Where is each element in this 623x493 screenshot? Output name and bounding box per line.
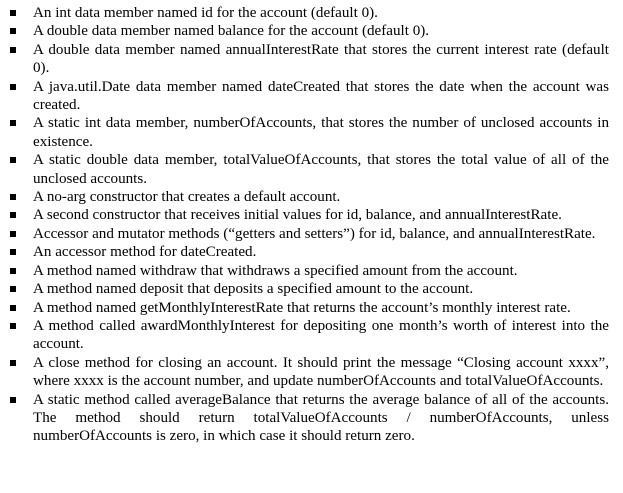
list-item [0, 225, 623, 243]
list-item [0, 188, 623, 206]
bullet-icon [10, 157, 16, 163]
list-item-text: A static int data member, numberOfAccounts, that stores the number of unclosed accounts in existence. [33, 115, 609, 150]
list-item-text: A static method called averageBalance that returns the average balance of all of the accounts. The method should return totalValueOfAccounts / numberOfAccounts, unless numberOfAccounts is zero, in which case it should return zero. [33, 391, 609, 445]
list-item [0, 299, 623, 317]
list-item [0, 22, 623, 40]
list-item-text: A no-arg constructor that creates a default account. [33, 189, 341, 206]
list-item-text: A method named withdraw that withdraws a specified amount from the account. [33, 262, 518, 279]
list-item-text: An int data member named id for the account (default 0). [33, 5, 378, 21]
bullet-icon [10, 231, 16, 237]
list-item-text: A static double data member, totalValueOfAccounts, that stores the total value of all of the unclosed accounts. [33, 152, 609, 187]
list-item-text: A second constructor that receives initial values for id, balance, and annualInterestRate. [33, 207, 562, 224]
list-item-text: A method called awardMonthlyInterest for depositing one month’s worth of interest into the account. [33, 317, 609, 353]
list-item-text: A double data member named annualInterestRate that stores the current interest rate (default 0). [33, 41, 609, 77]
bullet-icon [10, 212, 16, 218]
bullet-icon [10, 268, 16, 274]
document-page [0, 4, 623, 446]
list-item [0, 114, 623, 151]
bullet-icon [10, 397, 16, 403]
list-item [0, 151, 623, 188]
list-item [0, 206, 623, 224]
list-item-text: An accessor method for dateCreated. [33, 244, 257, 261]
list-item [0, 280, 623, 298]
bullet-icon [10, 84, 16, 90]
list-item-text: Accessor and mutator methods (“getters and setters”) for id, balance, and annualInterestRate. [33, 225, 596, 242]
list-item-text: A close method for closing an account. It should print the message “Closing account xxxx”, where xxxx is the account number, and update numberOfAccounts and totalValueOfAccounts. [33, 354, 609, 390]
bullet-icon [10, 47, 16, 53]
list-item [0, 4, 623, 22]
list-item [0, 41, 623, 78]
bullet-icon [10, 194, 16, 200]
list-item-text: A double data member named balance for the account (default 0). [33, 23, 430, 40]
list-item [0, 391, 623, 446]
list-item [0, 317, 623, 354]
list-item-text: A method named getMonthlyInterestRate that returns the account’s monthly interest rate. [33, 299, 571, 316]
list-item [0, 262, 623, 280]
list-item [0, 354, 623, 391]
list-item [0, 243, 623, 261]
bullet-icon [10, 305, 16, 311]
bullet-icon [10, 323, 16, 329]
list-item [0, 78, 623, 115]
bullet-icon [10, 28, 16, 34]
requirements-list [0, 4, 623, 446]
list-item-text: A java.util.Date data member named dateCreated that stores the date when the account was created. [33, 78, 609, 114]
bullet-icon [10, 10, 16, 16]
bullet-icon [10, 120, 16, 126]
bullet-icon [10, 360, 16, 366]
bullet-icon [10, 249, 16, 255]
bullet-icon [10, 286, 16, 292]
list-item-text: A method named deposit that deposits a specified amount to the account. [33, 281, 474, 298]
